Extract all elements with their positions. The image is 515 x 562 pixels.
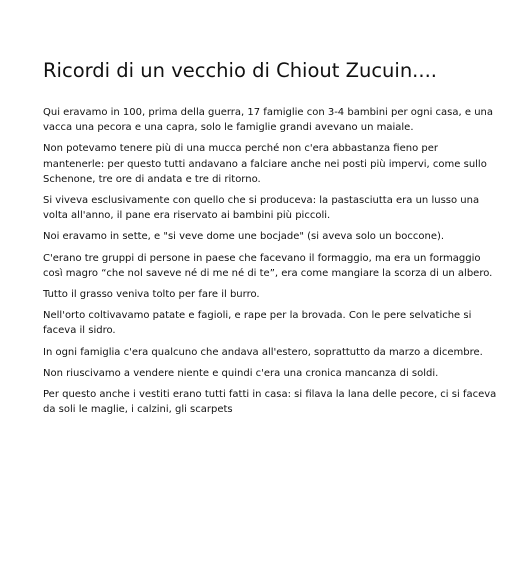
paragraph [43,308,473,338]
text-line: Noi eravamo in sette, e "si veve dome une bocjade" (si aveva solo un boccone). [43,231,445,243]
text-line: Schenone, tre ore di andata e tre di ritorno. [43,173,261,185]
text-line: volta all'anno, il pane era riservato ai bambini più piccoli. [43,210,331,222]
paragraph [43,193,480,223]
text-line: da soli le maglie, i calzini, gli scarpets [43,404,233,416]
paragraph [43,141,487,187]
text-line: Nell'orto coltivavamo patate e fagioli, e rape per la brovada. Con le pere selvatiche si [43,310,472,322]
text-line: C'erano tre gruppi di persone in paese che facevano il formaggio, ma era un formaggio [43,252,481,264]
text-line: così magro “che nol saveve né di me né di te”, era come mangiare la scorza di un albero. [43,267,493,279]
text-line: Non riuscivamo a vendere niente e quindi c'era una cronica mancanza di soldi. [43,367,439,379]
text-line: Tutto il grasso veniva tolto per fare il burro. [43,289,260,301]
document-body [43,105,497,423]
paragraph [43,387,497,417]
paragraph [43,366,473,381]
text-line: Non potevamo tenere più di una mucca perché non c'era abbastanza fieno per [43,143,438,155]
text-line: mantenerle: per questo tutti andavano a falciare anche nei posti più impervi, come sullo [43,158,487,170]
text-line: Per questo anche i vestiti erano tutti fatti in casa: si filava la lana delle pecore, ci si faceva [43,389,497,401]
text-line: In ogni famiglia c'era qualcuno che andava all'estero, soprattutto da marzo a dicembre. [43,346,483,358]
paragraph [43,229,473,244]
page-title: Ricordi di un vecchio di Chiout Zucuin.... [43,59,437,82]
text-line: Qui eravamo in 100, prima della guerra, 17 famiglie con 3-4 bambini per ogni casa, e una [43,107,493,118]
text-line: vacca una pecora e una capra, solo le famiglie grandi avevano un maiale. [43,122,414,134]
paragraph [43,251,493,281]
paragraph [43,345,483,360]
paragraph [43,287,473,302]
text-line: faceva il sidro. [43,325,116,337]
text-line: Si viveva esclusivamente con quello che si produceva: la pastasciutta era un lusso una [43,195,480,207]
paragraph [43,105,493,135]
